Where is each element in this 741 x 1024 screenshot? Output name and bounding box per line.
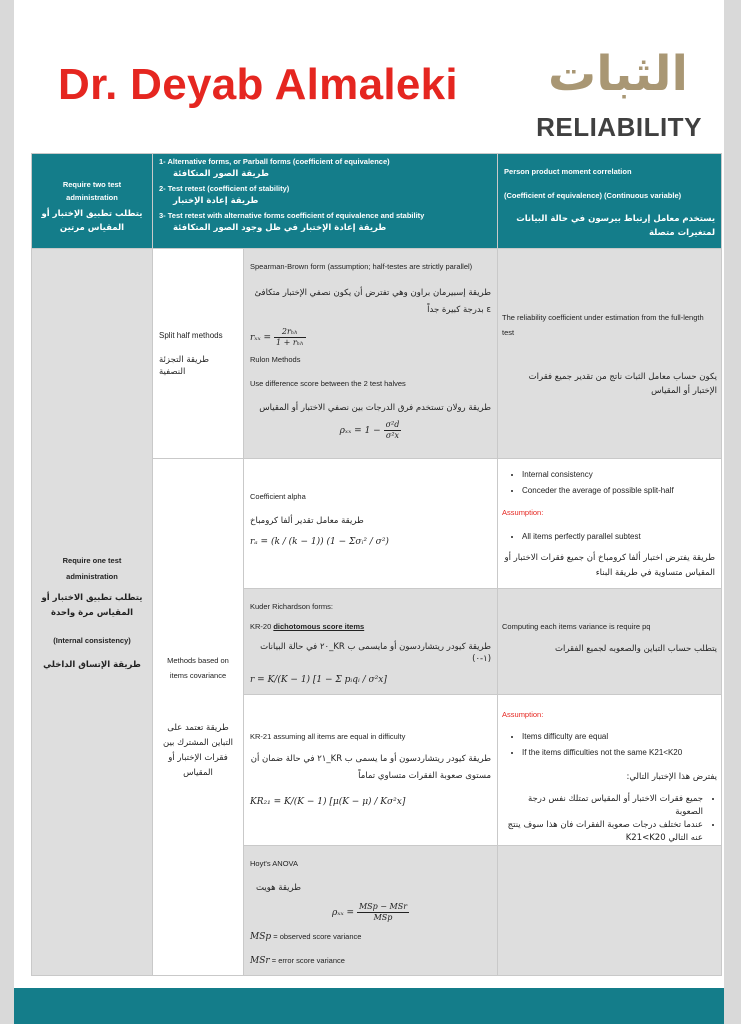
sb-formula-lhs: rₓₓ =: [250, 333, 272, 343]
kr21-formula: KR₂₁ = K/(K − 1) [μ(K − μ) / Kσ²x]: [250, 797, 406, 807]
alpha-bullet: • Conceder the average of possible split-half: [522, 483, 715, 499]
method-1-en: 1- Alternative forms, or Parball forms (coefficient of equivalence): [159, 157, 390, 166]
covariance-ar: طريقة تعتمد على التباين المشترك بين فقرات الإختبار أو المقياس: [162, 723, 234, 778]
sb-formula-num: 2rₕₕ: [274, 327, 306, 338]
kr20-note-en: Computing each items variance is require pq: [502, 622, 651, 631]
hoyt-msp-def: [250, 931, 491, 943]
two-admin-ar: يتطلب تطبيق الإختبار أو المقياس مرتين: [41, 209, 143, 233]
rulon-title: Rulon Methods: [250, 355, 301, 364]
covariance-label-cell: [153, 459, 244, 976]
kr21-cell: [244, 695, 498, 846]
split-half-result-cell: [498, 249, 722, 459]
method-2-en: 2- Test retest (coefficient of stability): [159, 184, 290, 193]
two-admin-methods-cell: [153, 154, 498, 249]
hoyt-formula-num: MSp − MSr: [358, 902, 408, 911]
reliability-logo-english: RELIABILITY: [536, 112, 702, 142]
kr21-bullet: • Items difficulty are equal: [522, 729, 717, 745]
alpha-assumption-bullets: [502, 529, 715, 545]
split-half-result-en: The reliability coefficient under estimation from the full-length test: [502, 312, 704, 337]
split-half-row: [32, 249, 722, 459]
kr20-notes-cell: [498, 589, 722, 695]
kr21-ar-bullet: • جميع فقرات الاختبار أو المقياس تمتلك نفس درجة الصعوبة: [502, 793, 703, 819]
rulon-formula-den: σ²x: [385, 431, 400, 440]
kr20-line: [250, 621, 491, 633]
hoyt-msp-symbol: MSp: [250, 932, 272, 942]
one-admin-en: Require one test administration: [62, 556, 122, 581]
kr21-ar: طريقة كيودر ريتشاردسون أو ما يسمى ب KR_٢١ في حالة ضمان أن مستوى صعوبة الفقرات متساوي تماماً: [250, 754, 492, 781]
alpha-bullets: [502, 467, 715, 499]
hoyt-formula: [250, 902, 491, 923]
spearman-brown-formula: [250, 327, 491, 348]
pearson-title: Person product moment correlation: [504, 167, 632, 176]
kr21-assume-ar: يفترض هذا الإختبار التالي:: [626, 772, 718, 782]
alpha-ar: طريقة معامل تقدير ألفا كرومباخ: [250, 516, 364, 526]
alpha-assumption-ar: طريقة يفترض اختبار ألفا كرومباخ أن جميع فقرات الاختبار أو المقياس متساوية في طريقة البناء: [504, 553, 716, 578]
rulon-formula: [250, 420, 491, 441]
alpha-title: Coefficient alpha: [250, 492, 306, 501]
rulon-formula-lhs: ρₓₓ = 1 −: [339, 426, 381, 436]
alpha-formula: rₐ = (k / (k − 1)) (1 − Σσᵢ² / σ²): [250, 537, 389, 547]
internal-consistency-ar: طريقة الإتساق الداخلي: [43, 660, 141, 670]
method-3-en: 3- Test retest with alternative forms coefficient of equivalence and stability: [159, 211, 425, 220]
rulon-description: Use difference score between the 2 test halves: [250, 379, 406, 388]
hoyt-notes-cell: [498, 846, 722, 976]
alpha-assumption-label: Assumption:: [502, 508, 544, 517]
hoyt-formula-den: MSp: [373, 913, 393, 922]
alpha-bullet: • Internal consistency: [522, 467, 715, 483]
method-3-ar: طريقة إعادة الإختبار في ظل وجود الصور المتكافئة: [173, 223, 387, 233]
rulon-ar: طريقة رولان تستخدم فرق الدرجات بين نصفي الاختبار أو المقياس: [259, 403, 492, 413]
pearson-subtitle: (Coefficient of equivalence) (Continuous variable): [504, 191, 682, 200]
rulon-formula-num: σ²d: [385, 420, 400, 429]
kr21-ar-bullet: • عندما تختلف درجات صعوبة الفقرات فان هذا سوف ينتج عنه التالي K21<K20: [502, 819, 703, 845]
hoyt-msr-def: [250, 955, 491, 967]
split-half-ar: طريقة التجزئة النصفية: [159, 354, 209, 377]
kr21-notes-cell: [498, 695, 722, 846]
hoyt-msr-text: = error score variance: [269, 956, 345, 965]
rulon-formula-fraction: [384, 420, 402, 441]
internal-consistency-en: (Internal consistency): [53, 636, 131, 645]
pearson-ar: يستخدم معامل إرتباط بيرسون في حالة البيانات لمتغيرات متصلة: [516, 214, 716, 238]
kr20-prefix: KR-20: [250, 622, 274, 631]
split-half-result-ar: يكون حساب معامل الثبات ناتج من تقدير جميع فقرات الإختبار أو المقياس: [528, 371, 718, 396]
sb-formula-fraction: [274, 327, 306, 348]
spearman-rulon-cell: [244, 249, 498, 459]
header-row: [32, 154, 722, 249]
kr21-bullet: • If the items difficulties not the same K21<K20: [522, 745, 717, 761]
two-admin-en: Require two test administration: [62, 180, 122, 202]
kr21-title: KR-21 assuming all items are equal in difficulty: [250, 732, 406, 741]
kr20-ar: طريقة كيودر ريتشاردسون أو مايسمى ب KR_٢٠ في حالة البيانات (١-٠): [260, 642, 492, 664]
method-1-ar: طريقة الصور المتكافئة: [173, 169, 269, 179]
two-admin-cell: [32, 154, 153, 249]
reliability-table: [31, 153, 722, 976]
author-name: Dr. Deyab Almaleki: [58, 60, 458, 109]
alpha-notes-cell: [498, 459, 722, 589]
spearman-brown-ar: طريقة إسبيرمان براون وهي تفترض أن يكون نصفي الإختبار متكافئ ε بدرجة كبيرة جداً: [254, 288, 492, 315]
hoyt-cell: [244, 846, 498, 976]
footer-bar: [14, 988, 724, 1024]
alpha-cell: [244, 459, 498, 589]
alpha-assumption-bullet: • All items perfectly parallel subtest: [522, 529, 715, 545]
kr20-cell: [244, 589, 498, 695]
sb-formula-den: 1 + rₕₕ: [275, 338, 304, 347]
kr21-ar-bullets: [502, 793, 717, 845]
kr21-bullets: [502, 729, 717, 761]
one-admin-ar: يتطلب تطبيق الاختبار أو المقياس مرة واحدة: [41, 593, 143, 618]
kr-title: Kuder Richardson forms:: [250, 602, 333, 611]
hoyt-title: Hoyt's ANOVA: [250, 859, 298, 868]
hoyt-formula-fraction: [357, 902, 409, 923]
hoyt-msp-text: = observed score variance: [271, 932, 362, 941]
split-half-en: Split half methods: [159, 330, 223, 340]
method-2-ar: طريقة إعادة الإختبار: [173, 196, 259, 206]
document-page: [14, 0, 724, 1024]
hoyt-formula-lhs: ρₓₓ =: [331, 908, 355, 918]
kr20-note-ar: يتطلب حساب التباين والصعوبه لجميع الفقرات: [554, 644, 718, 654]
kr20-dichotomous: dichotomous score items: [273, 622, 365, 631]
spearman-brown-title: Spearman-Brown form (assumption; half-testes are strictly parallel): [250, 262, 473, 271]
hoyt-ar: طريقة هويت: [256, 883, 301, 893]
kr21-assumption-label: Assumption:: [502, 710, 544, 719]
split-half-label-cell: [153, 249, 244, 459]
hoyt-msr-symbol: MSr: [250, 956, 270, 966]
one-admin-cell: [32, 249, 153, 976]
pearson-cell: [498, 154, 722, 249]
reliability-logo-arabic: الثبات: [548, 46, 688, 102]
kr20-formula: r = K/(K − 1) [1 − Σ pᵢqᵢ / σ²x]: [250, 675, 387, 685]
covariance-en: Methods based on items covariance: [167, 656, 229, 680]
